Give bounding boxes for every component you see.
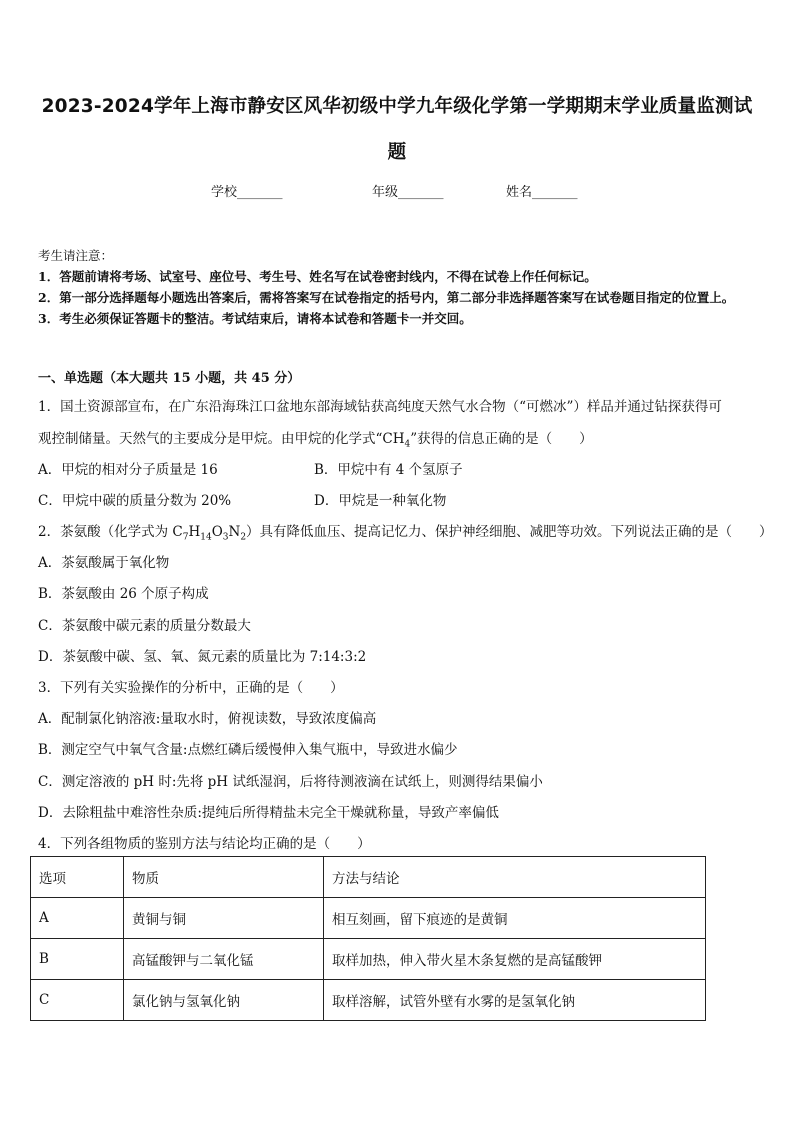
q1-option-d: D．甲烷是一种氧化物	[314, 493, 447, 509]
notice-heading: 考生请注意：	[38, 248, 114, 263]
table-header-row	[31, 857, 706, 898]
q1-stem-line-2: 观控制储量。天然气的主要成分是甲烷。由甲烷的化学式“$CH_4$”获得的信息正确的是（ ）	[38, 431, 593, 450]
title-line-2: 题	[387, 142, 407, 163]
notice-item-3: 3．考生必须保证答题卡的整洁。考试结束后，请将本试卷和答题卡一并交回。	[38, 311, 472, 326]
table-header-cell: 方法与结论	[324, 857, 706, 898]
exam-title	[30, 84, 764, 176]
table-cell: C	[31, 980, 124, 1021]
table-cell: B	[31, 939, 124, 980]
table-cell: 取样加热，伸入带火星木条复燃的是高锰酸钾	[324, 939, 706, 980]
q1-stem-line-1: 1．国土资源部宣布，在广东沿海珠江口盆地东部海域钻获高纯度天然气水合物（“可燃冰”）样品并通过钻探获得可	[38, 399, 722, 415]
q3-option-b: B．测定空气中氧气含量:点燃红磷后缓慢伸入集气瓶中，导致进水偏少	[38, 742, 458, 758]
section-heading: 一、单选题（本大题共 15 小题，共 45 分）	[38, 371, 301, 386]
q1-option-c: C．甲烷中碳的质量分数为 20%	[38, 493, 232, 509]
q2-option-b: B．茶氨酸由 26 个原子构成	[38, 586, 209, 602]
q3-option-d: D．去除粗盐中难溶性杂质:提纯后所得精盐未完全干燥就称量，导致产率偏低	[38, 805, 499, 821]
q3-option-a: A．配制氯化钠溶液:量取水时，俯视读数，导致浓度偏高	[38, 711, 377, 727]
q3-option-c: C．测定溶液的 pH 时:先将 pH 试纸湿润，后将待测液滴在试纸上，则测得结果偏小	[38, 774, 543, 790]
q1-option-a: A．甲烷的相对分子质量是 16	[38, 462, 218, 478]
table-header-cell: 物质	[124, 857, 324, 898]
q2-option-c: C．茶氨酸中碳元素的质量分数最大	[38, 618, 251, 634]
table-cell: 氯化钠与氢氧化钠	[124, 980, 324, 1021]
q2-option-d: D．茶氨酸中碳、氢、氧、氮元素的质量比为 7:14:3:2	[38, 649, 367, 665]
table-cell: A	[31, 898, 124, 939]
notice-item-2: 2．第一部分选择题每小题选出答案后，需将答案写在试卷指定的括号内，第二部分非选择题答案写在试卷题目指定的位置上。	[38, 290, 735, 305]
table-cell: 相互刻画，留下痕迹的是黄铜	[324, 898, 706, 939]
q4-table	[30, 856, 706, 1021]
table-row	[31, 898, 706, 939]
grade-field[interactable]: 年级_______	[372, 185, 444, 200]
student-info-fields	[0, 181, 794, 201]
q3-stem: 3．下列有关实验操作的分析中，正确的是（ ）	[38, 680, 344, 696]
exam-notice	[38, 245, 762, 329]
table-row	[31, 939, 706, 980]
title-line-1: 2023-2024学年上海市静安区风华初级中学九年级化学第一学期期末学业质量监测试	[41, 96, 753, 117]
q4-stem: 4．下列各组物质的鉴别方法与结论均正确的是（ ）	[38, 836, 371, 852]
table-row	[31, 980, 706, 1021]
notice-item-1: 1．答题前请将考场、试室号、座位号、考生号、姓名写在试卷密封线内，不得在试卷上作任何标记。	[38, 269, 597, 284]
q2-option-a: A．茶氨酸属于氧化物	[38, 555, 170, 571]
q2-stem: 2．茶氨酸（化学式为 $C_7H_{14}O_3N_2$）具有降低血压、提高记忆力、保护神经细胞、减肥等功效。下列说法正确的是（ ）	[38, 524, 773, 543]
table-cell: 高锰酸钾与二氧化锰	[124, 939, 324, 980]
table-header-cell: 选项	[31, 857, 124, 898]
school-field[interactable]: 学校_______	[211, 185, 283, 200]
q1-option-b: B．甲烷中有 4 个氢原子	[314, 462, 463, 478]
table-cell: 取样溶解，试管外壁有水雾的是氢氧化钠	[324, 980, 706, 1021]
name-field[interactable]: 姓名_______	[506, 185, 578, 200]
table-cell: 黄铜与铜	[124, 898, 324, 939]
